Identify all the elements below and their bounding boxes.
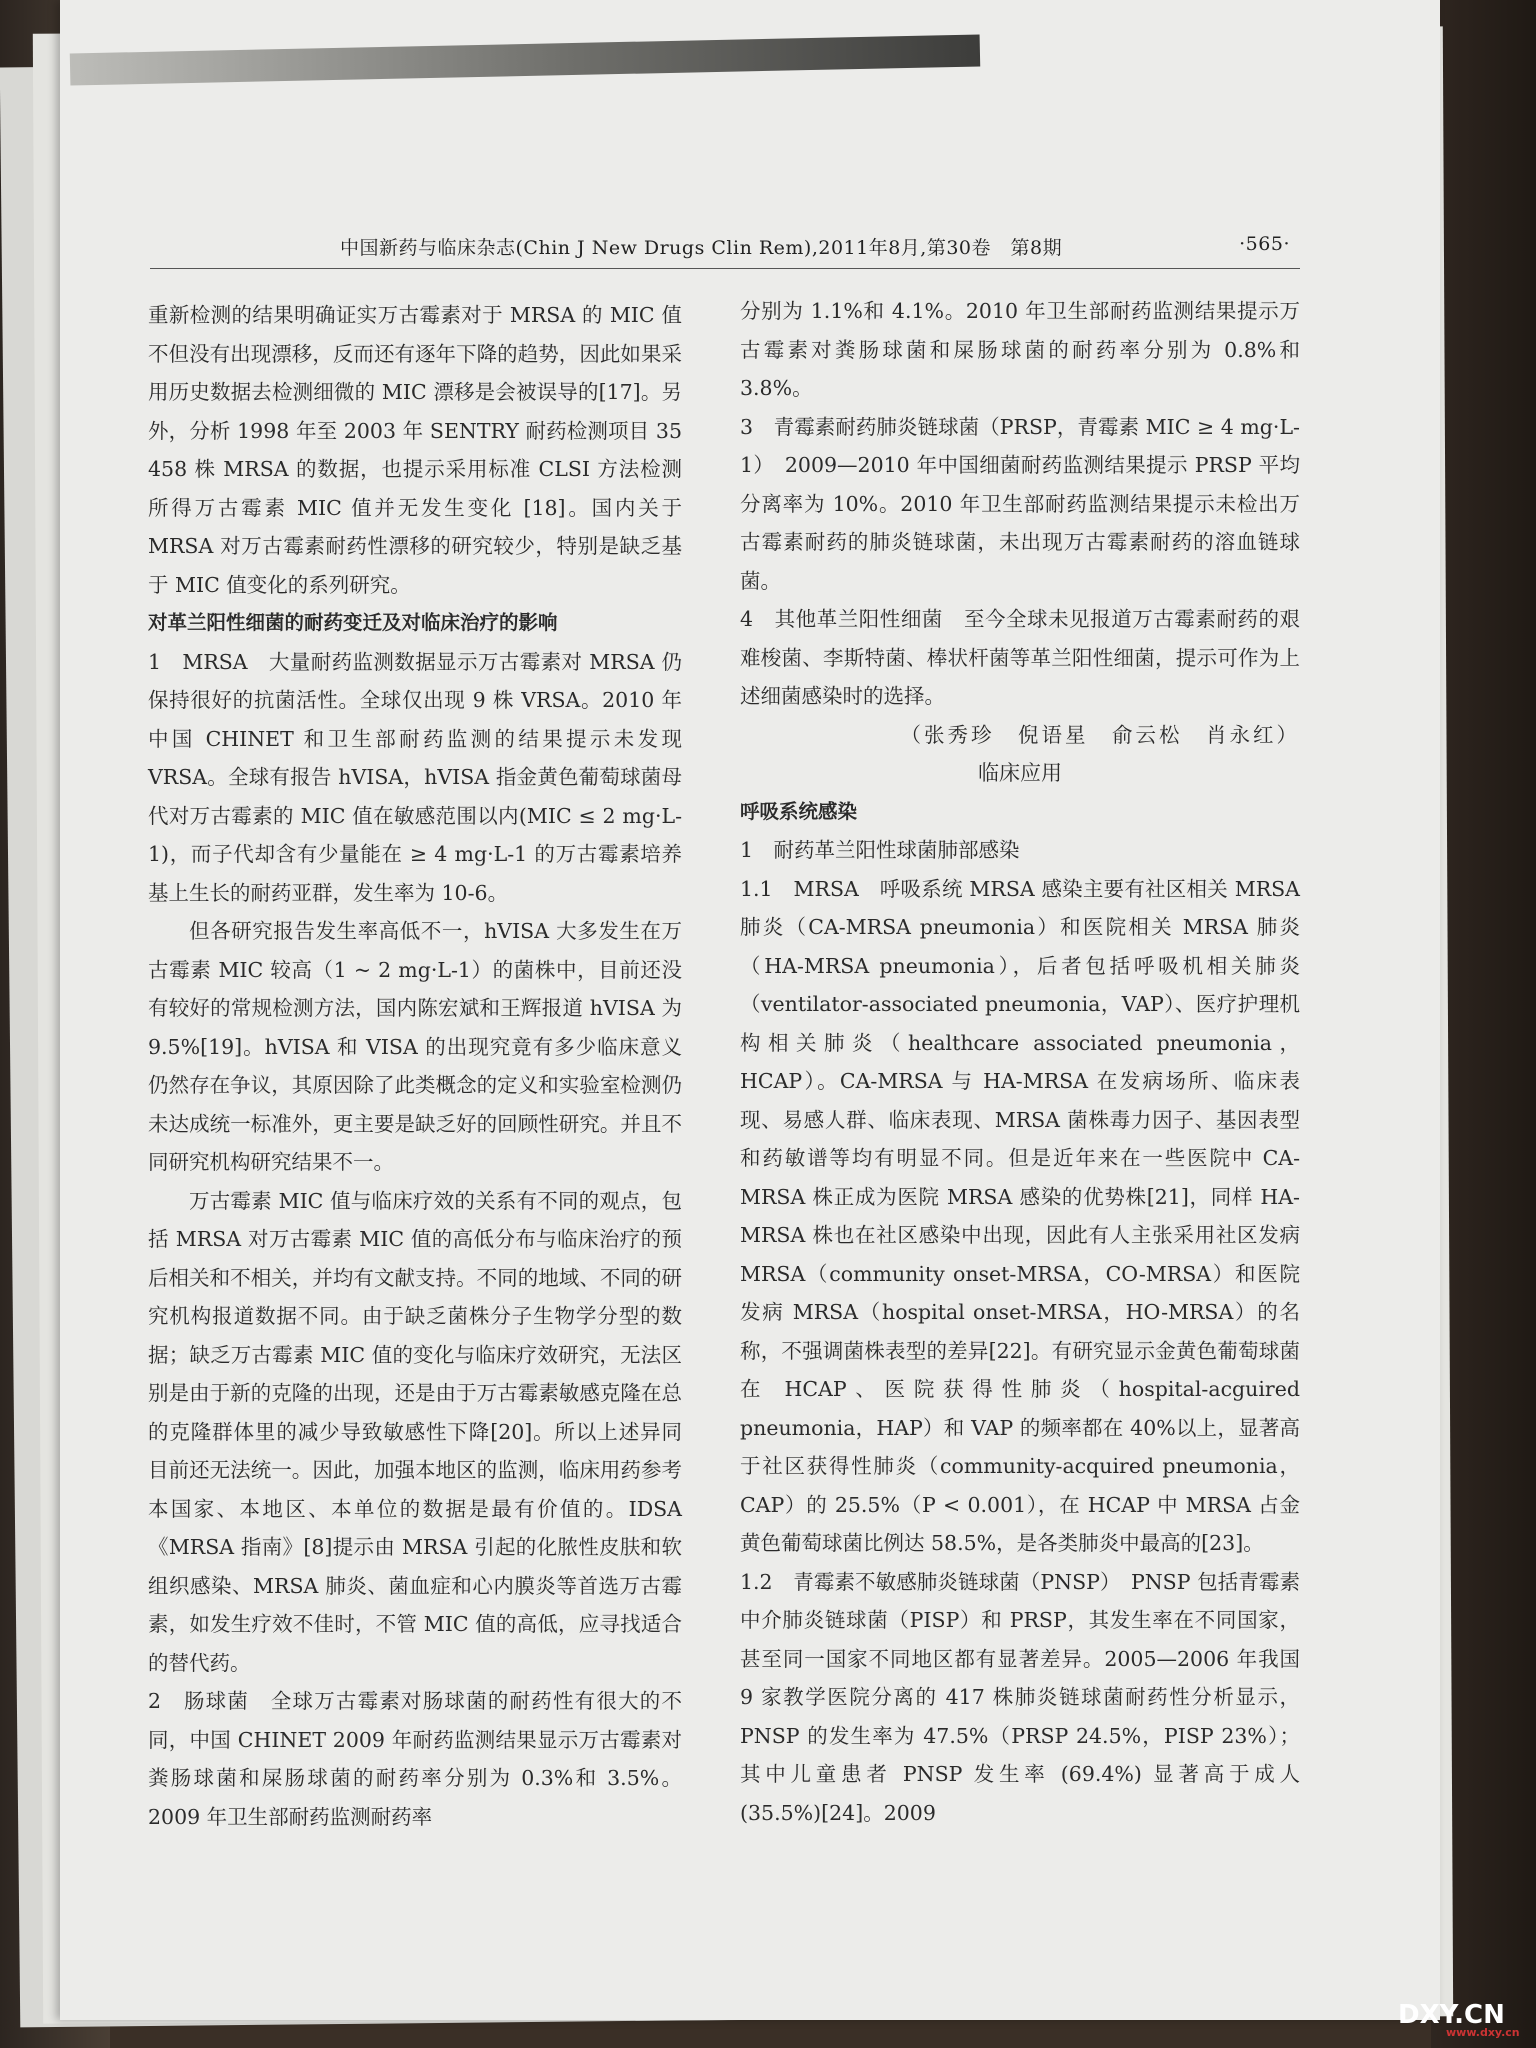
paragraph: 2 肠球菌 全球万古霉素对肠球菌的耐药性有很大的不同，中国 CHINET 2009 年耐药监测结果显示万古霉素对粪肠球菌和屎肠球菌的耐药率分别为 0.3%和 3.5%。2009 年卫生部耐药监测耐药率 xyxy=(148,1689,682,1829)
journal-citation: 中国新药与临床杂志(Chin J New Drugs Clin Rem),2011年8月,第30卷 第8期 xyxy=(340,237,1063,259)
paragraph: 4 其他革兰阳性细菌 至今全球未见报道万古霉素耐药的艰难梭菌、李斯特菌、棒状杆菌等革兰阳性细菌，提示可作为上述细菌感染时的选择。 xyxy=(740,607,1300,708)
paragraph: 万古霉素 MIC 值与临床疗效的关系有不同的观点，包括 MRSA 对万古霉素 MIC 值的高低分布与临床治疗的预后相关和不相关，并均有文献支持。不同的地域、不同的研究机构报道数据不同。由于缺乏菌株分子生物学分型的数据；缺乏万古霉素 MIC 值的变化与临床疗效研究，无法区别是由于新的克隆的出现，还是由于万古霉素敏感克隆在总的克隆群体里的减少导致敏感性下降[20]。所以上述异同目前还无法统一。因此，加强本地区的监测，临床用药参考本国家、本地区、本单位的数据是最有价值的。IDSA《MRSA 指南》[8]提示由 MRSA 引起的化脓性皮肤和软组织感染、MRSA 肺炎、菌血症和心内膜炎等首选万古霉素，如发生疗效不佳时，不管 MIC 值的高低，应寻找适合的替代药。 xyxy=(148,1188,682,1675)
right-column xyxy=(740,292,1300,1832)
paragraph: 3 青霉素耐药肺炎链球菌（PRSP，青霉素 MIC ≥ 4 mg·L-1） 2009—2010 年中国细菌耐药监测结果提示 PRSP 平均分离率为 10%。2010 年卫生部耐药监测结果提示未检出万古霉素耐药的肺炎链球菌，未出现万古霉素耐药的溶血链球菌。 xyxy=(740,414,1300,593)
paragraph: 1.1 MRSA 呼吸系统 MRSA 感染主要有社区相关 MRSA 肺炎（CA-MRSA pneumonia）和医院相关 MRSA 肺炎（HA-MRSA pneumonia），后者包括呼吸机相关肺炎（ventilator-associated pneumonia，VAP）、医疗护理机构相关肺炎（healthcare associated pneumonia，HCAP）。CA-MRSA 与 HA-MRSA 在发病场所、临床表现、易感人群、临床表现、MRSA 菌株毒力因子、基因表型和药敏谱等均有明显不同。但是近年来在一些医院中 CA-MRSA 株正成为医院 MRSA 感染的优势株[21]，同样 HA-MRSA 株也在社区感染中出现，因此有人主张采用社区发病 MRSA（community onset-MRSA，CO-MRSA）和医院发病 MRSA（hospital onset-MRSA，HO-MRSA）的名称，不强调菌株表型的差异[22]。有研究显示金黄色葡萄球菌在 HCAP、医院获得性肺炎（hospital-acguired pneumonia，HAP）和 VAP 的频率都在 40%以上，显著高于社区获得性肺炎（community-acquired pneumonia，CAP）的 25.5%（P < 0.001），在 HCAP 中 MRSA 占金黄色葡萄球菌比例达 58.5%，是各类肺炎中最高的[23]。 xyxy=(740,876,1300,1555)
running-header xyxy=(340,233,1290,261)
watermark-text: DXY.CN xyxy=(1398,2000,1505,2030)
left-column xyxy=(148,296,682,1836)
section-heading: 呼吸系统感染 xyxy=(740,799,858,823)
paragraph: 但各研究报告发生率高低不一，hVISA 大多发生在万古霉素 MIC 较高（1 ~ 2 mg·L-1）的菌株中，目前还没有较好的常规检测方法，国内陈宏斌和王辉报道 hVISA 为 9.5%[19]。hVISA 和 VISA 的出现究竟有多少临床意义仍然存在争议，其原因除了此类概念的定义和实验室检测仍未达成统一标准外，更主要是缺乏好的回顾性研究。并且不同研究机构研究结果不一。 xyxy=(148,919,682,1174)
header-rule xyxy=(150,268,1300,269)
paragraph: 1.2 青霉素不敏感肺炎链球菌（PNSP） PNSP 包括青霉素中介肺炎链球菌（PISP）和 PRSP，其发生率在不同国家，甚至同一国家不同地区都有显著差异。2005—2006 年我国 9 家教学医院分离的 417 株肺炎链球菌耐药性分析显示，PNSP 的发生率为 47.5%（PRSP 24.5%，PISP 23%）；其中儿童患者 PNSP 发生率 (69.4%) 显著高于成人 (35.5%)[24]。2009 xyxy=(740,1569,1300,1825)
watermark-url: www.dxy.cn xyxy=(1446,2026,1520,2039)
paragraph: 分别为 1.1%和 4.1%。2010 年卫生部耐药监测结果提示万古霉素对粪肠球菌和屎肠球菌的耐药率分别为 0.8%和 3.8%。 xyxy=(740,299,1300,400)
subsection-heading: 1 耐药革兰阳性球菌肺部感染 xyxy=(740,838,1020,862)
section-heading: 对革兰阳性细菌的耐药变迁及对临床治疗的影响 xyxy=(148,611,558,634)
paragraph: 1 MRSA 大量耐药监测数据显示万古霉素对 MRSA 仍保持很好的抗菌活性。全球仅出现 9 株 VRSA。2010 年中国 CHINET 和卫生部耐药监测的结果提示未发现 VRSA。全球有报告 hVISA，hVISA 指金黄色葡萄球菌母代对万古霉素的 MIC 值在敏感范围以内(MIC ≤ 2 mg·L-1)，而子代却含有少量能在 ≥ 4 mg·L-1 的万古霉素培养基上生长的耐药亚群，发生率为 10-6。 xyxy=(148,649,682,905)
dxy-watermark-logo xyxy=(1398,2000,1520,2040)
section-title: 临床应用 xyxy=(978,761,1062,785)
author-list: （张秀珍 倪语星 俞云松 肖永红） xyxy=(900,722,1300,747)
paragraph: 重新检测的结果明确证实万古霉素对于 MRSA 的 MIC 值不但没有出现漂移，反而还有逐年下降的趋势，因此如果采用历史数据去检测细微的 MIC 漂移是会被误导的[17]。另外，分析 1998 年至 2003 年 SENTRY 耐药检测项目 35 458 株 MRSA 的数据，也提示采用标准 CLSI 方法检测所得万古霉素 MIC 值并无发生变化 [18]。国内关于 MRSA 对万古霉素耐药性漂移的研究较少，特别是缺乏基于 MIC 值变化的系列研究。 xyxy=(148,303,682,597)
page-number: ·565· xyxy=(1239,233,1290,255)
